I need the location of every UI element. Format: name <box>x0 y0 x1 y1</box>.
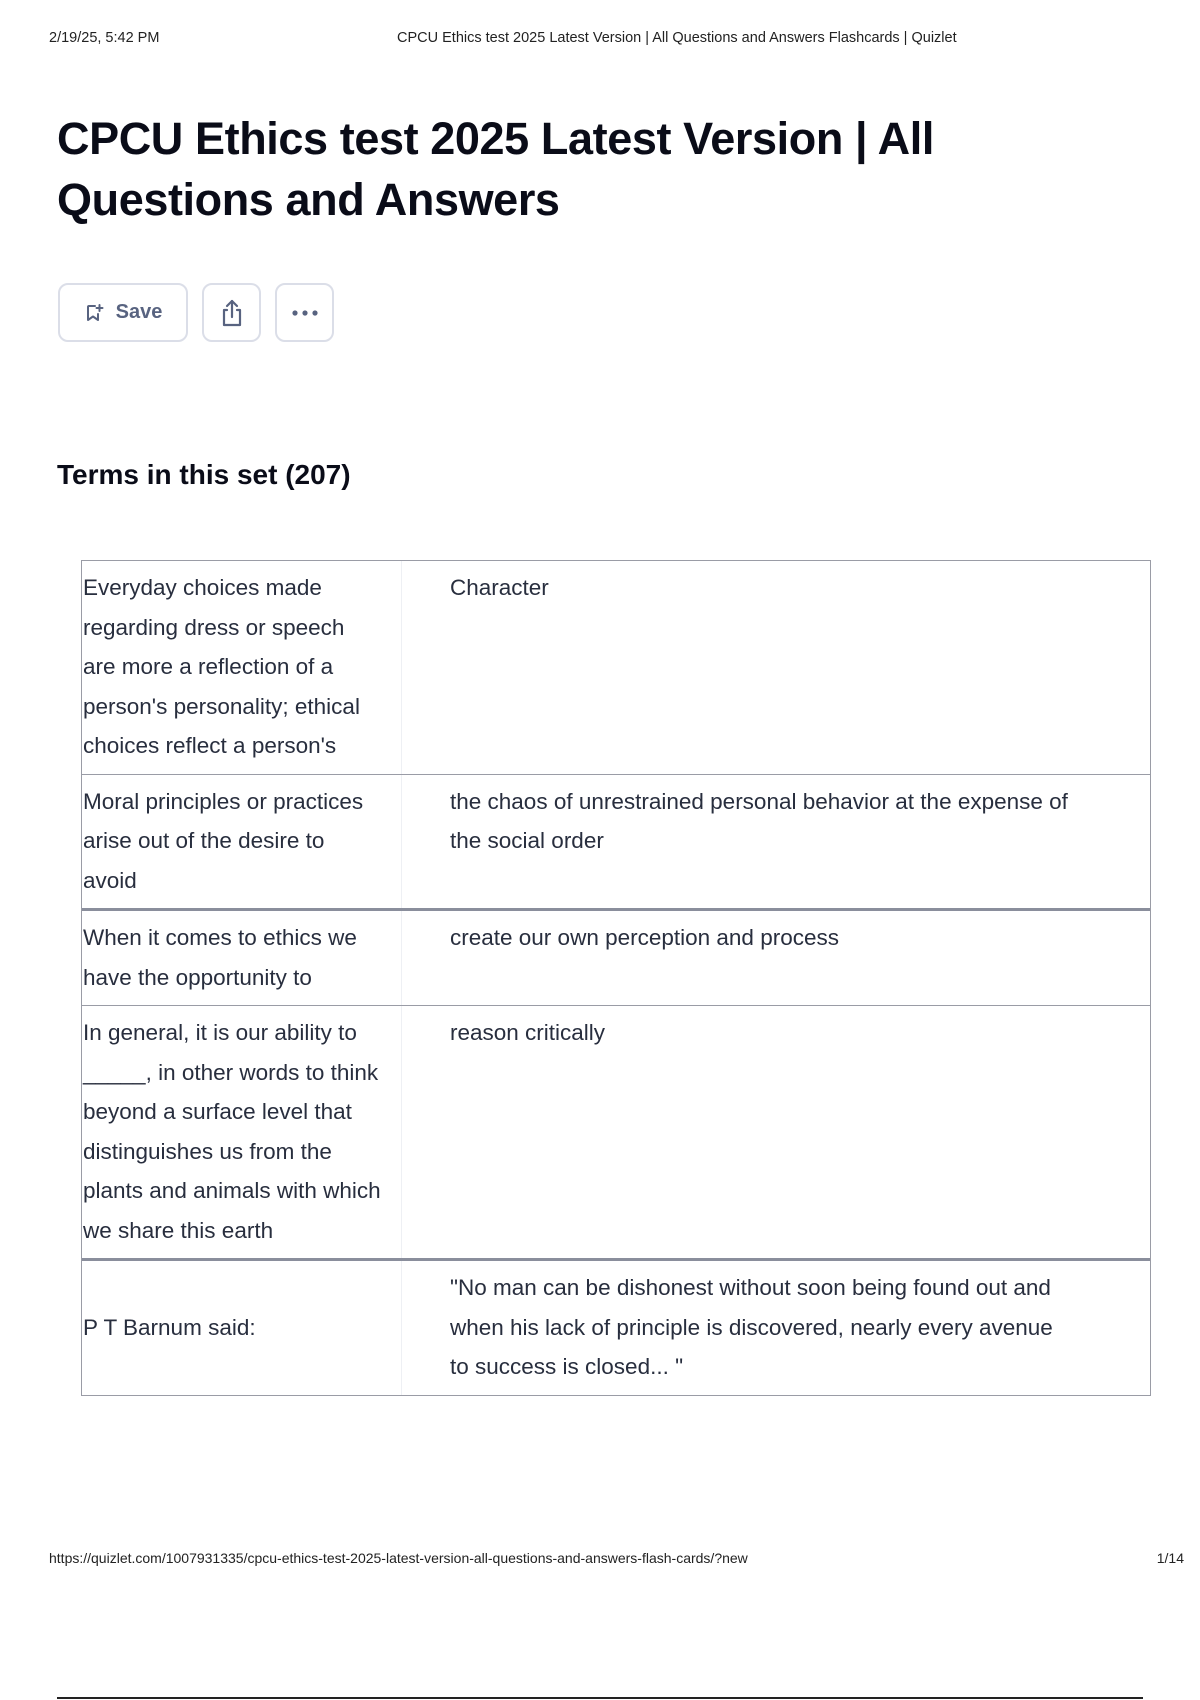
more-button[interactable] <box>275 283 334 342</box>
page-indicator: 1/14 <box>1156 1550 1184 1566</box>
definition-text: Character <box>450 575 549 600</box>
terms-table <box>81 560 1151 1396</box>
print-datetime: 2/19/25, 5:42 PM <box>49 30 160 46</box>
share-button[interactable] <box>202 283 261 342</box>
bookmark-add-icon <box>84 303 104 323</box>
divider <box>57 1697 1143 1699</box>
definition-text: the chaos of unrestrained personal behavior at the expense of the social order <box>450 788 1068 853</box>
save-button[interactable] <box>58 283 188 342</box>
term-text: When it comes to ethics we have the opportunity to <box>82 911 402 1005</box>
definition-text: reason critically <box>450 1020 606 1045</box>
definition-text: "No man can be dishonest without soon being found out and when his lack of principle is discovered, nearly every avenue to success is closed... " <box>450 1275 1053 1379</box>
term-row <box>82 1005 1150 1258</box>
term-text: In general, it is our ability to _____, in other words to think beyond a surface level that distinguishes us from the plants and animals with which we share this earth <box>82 1006 402 1258</box>
terms-heading: Terms in this set (207) <box>57 459 351 490</box>
share-icon <box>218 298 246 328</box>
print-header <box>49 30 1160 50</box>
more-horizontal-icon <box>291 309 319 317</box>
term-row <box>82 774 1150 909</box>
term-row <box>82 1258 1150 1395</box>
set-title: CPCU Ethics test 2025 Latest Version | All Questions and Answers <box>57 113 934 225</box>
page-url: https://quizlet.com/1007931335/cpcu-ethics-test-2025-latest-version-all-questions-and-answers-flash-cards/?new <box>49 1550 748 1566</box>
print-page-title: CPCU Ethics test 2025 Latest Version | All Questions and Answers Flashcards | Quizlet <box>397 30 957 46</box>
definition-text: create our own perception and process <box>450 925 839 950</box>
term-row <box>82 561 1150 774</box>
term-text: P T Barnum said: <box>82 1261 402 1395</box>
term-text: Everyday choices made regarding dress or speech are more a reflection of a person's personality; ethical choices reflect a person's <box>82 561 402 774</box>
save-button-label: Save <box>115 301 163 323</box>
term-text: Moral principles or practices arise out of the desire to avoid <box>82 775 402 909</box>
set-actions <box>58 283 334 342</box>
term-row <box>82 908 1150 1005</box>
